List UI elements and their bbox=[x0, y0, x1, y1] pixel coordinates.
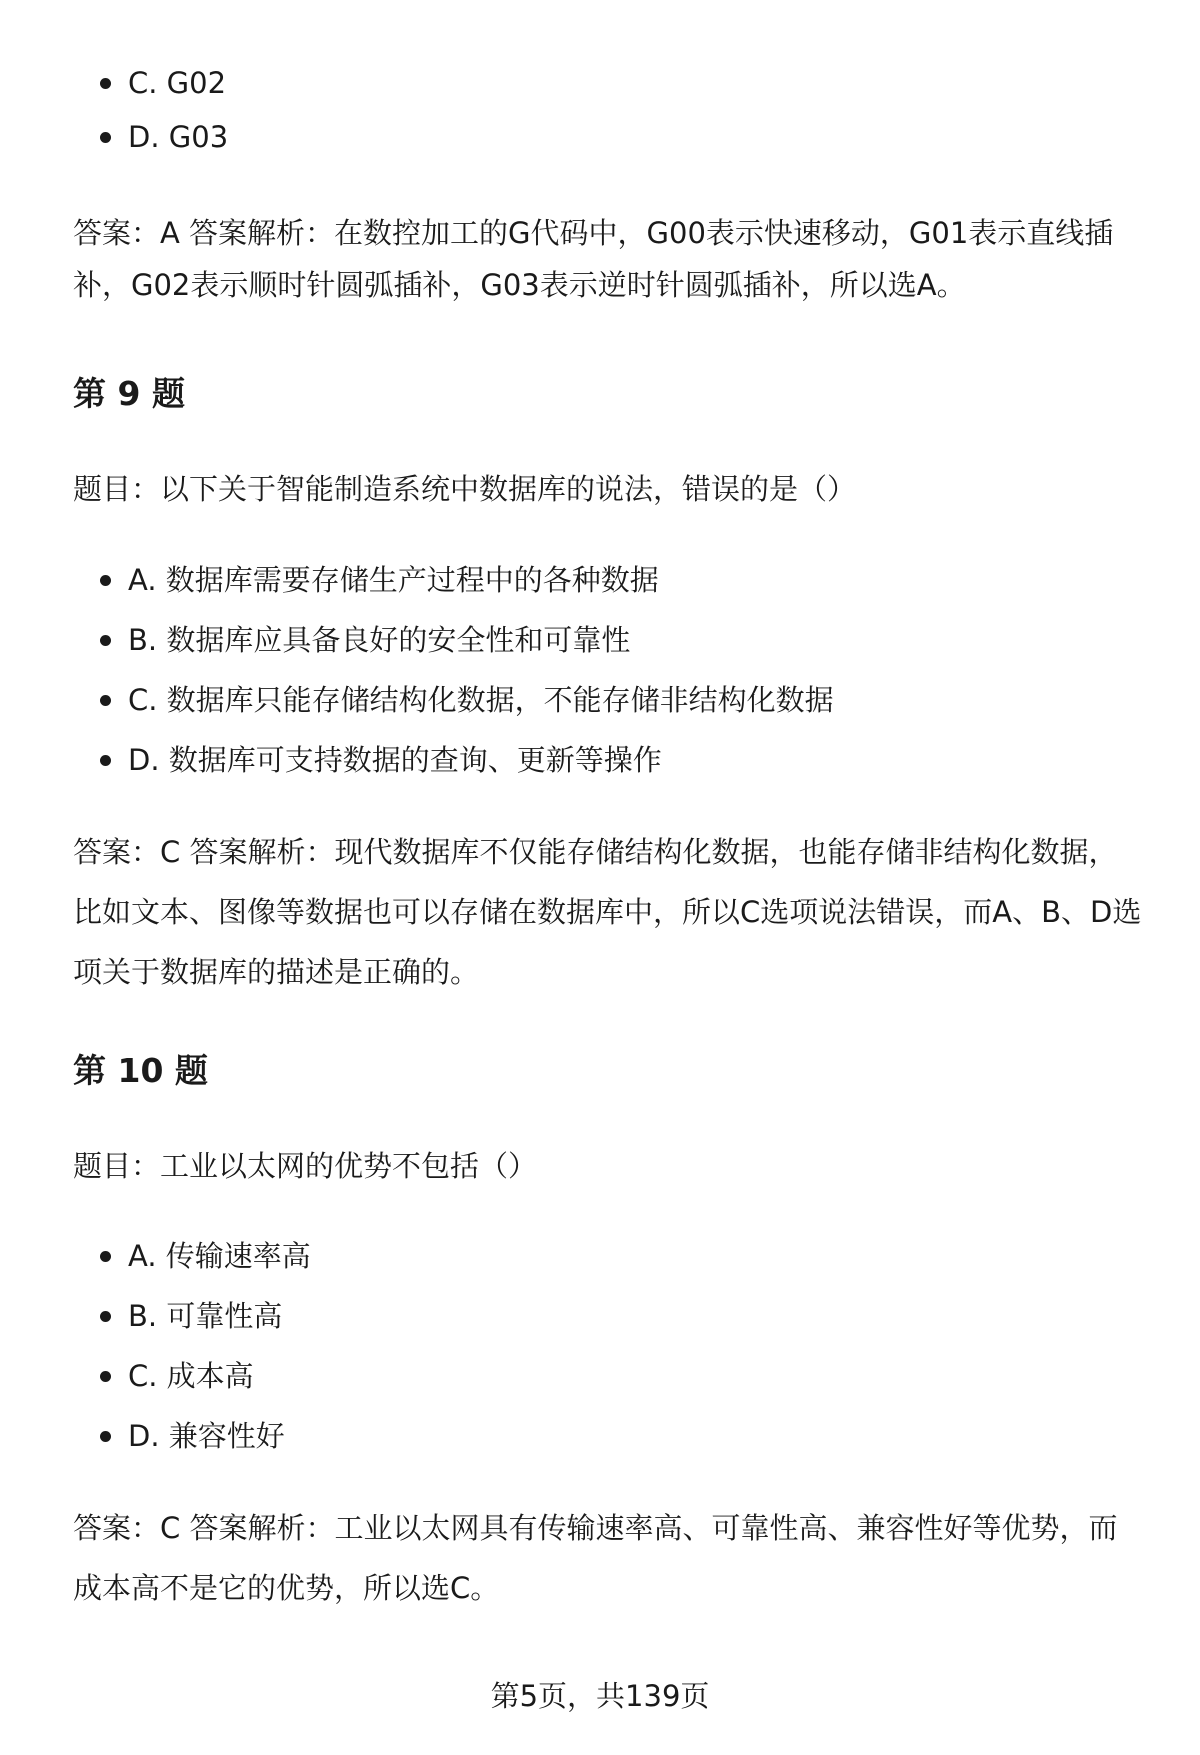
option-text: D. 兼容性好 bbox=[128, 1419, 285, 1453]
option-text: A. 传输速率高 bbox=[128, 1239, 311, 1273]
option-item bbox=[73, 117, 1143, 171]
bullet-icon bbox=[100, 132, 111, 143]
question-10-options bbox=[73, 1236, 1143, 1476]
option-item bbox=[73, 740, 1143, 800]
question-9-heading: 第 9 题 bbox=[73, 374, 185, 413]
option-text: C. G02 bbox=[128, 66, 227, 100]
bullet-icon bbox=[100, 575, 111, 586]
option-text: A. 数据库需要存储生产过程中的各种数据 bbox=[128, 563, 659, 597]
option-item bbox=[73, 1296, 1143, 1356]
bullet-icon bbox=[100, 755, 111, 766]
option-text: B. 数据库应具备良好的安全性和可靠性 bbox=[128, 623, 631, 657]
option-item bbox=[73, 680, 1143, 740]
bullet-icon bbox=[100, 1311, 111, 1322]
bullet-icon bbox=[100, 1431, 111, 1442]
prev-answer: 答案：A 答案解析：在数控加工的G代码中，G00表示快速移动，G01表示直线插补，G02表示顺时针圆弧插补，G03表示逆时针圆弧插补，所以选A。 bbox=[73, 216, 1114, 302]
question-9-text: 题目：以下关于智能制造系统中数据库的说法，错误的是（） bbox=[73, 472, 857, 506]
question-9-options bbox=[73, 560, 1143, 800]
option-text: D. G03 bbox=[128, 120, 229, 154]
bullet-icon bbox=[100, 1371, 111, 1382]
option-item bbox=[73, 560, 1143, 620]
option-text: C. 成本高 bbox=[128, 1359, 254, 1393]
option-text: B. 可靠性高 bbox=[128, 1299, 283, 1333]
bullet-icon bbox=[100, 1251, 111, 1262]
option-item bbox=[73, 63, 1143, 117]
bullet-icon bbox=[100, 635, 111, 646]
bullet-icon bbox=[100, 78, 111, 89]
option-item bbox=[73, 1236, 1143, 1296]
option-item bbox=[73, 620, 1143, 680]
question-9-answer: 答案：C 答案解析：现代数据库不仅能存储结构化数据，也能存储非结构化数据，比如文本、图像等数据也可以存储在数据库中，所以C选项说法错误，而A、B、D选项关于数据库的描述是正确的。 bbox=[73, 835, 1142, 989]
prev-question-options bbox=[73, 63, 1143, 171]
option-item bbox=[73, 1416, 1143, 1476]
option-text: C. 数据库只能存储结构化数据，不能存储非结构化数据 bbox=[128, 683, 834, 717]
question-10-answer: 答案：C 答案解析：工业以太网具有传输速率高、可靠性高、兼容性好等优势，而成本高不是它的优势，所以选C。 bbox=[73, 1511, 1118, 1605]
bullet-icon bbox=[100, 695, 111, 706]
option-item bbox=[73, 1356, 1143, 1416]
page-footer: 第5页，共139页 bbox=[490, 1679, 710, 1713]
question-10-heading: 第 10 题 bbox=[73, 1051, 208, 1090]
question-10-text: 题目：工业以太网的优势不包括（） bbox=[73, 1149, 538, 1183]
option-text: D. 数据库可支持数据的查询、更新等操作 bbox=[128, 743, 662, 777]
